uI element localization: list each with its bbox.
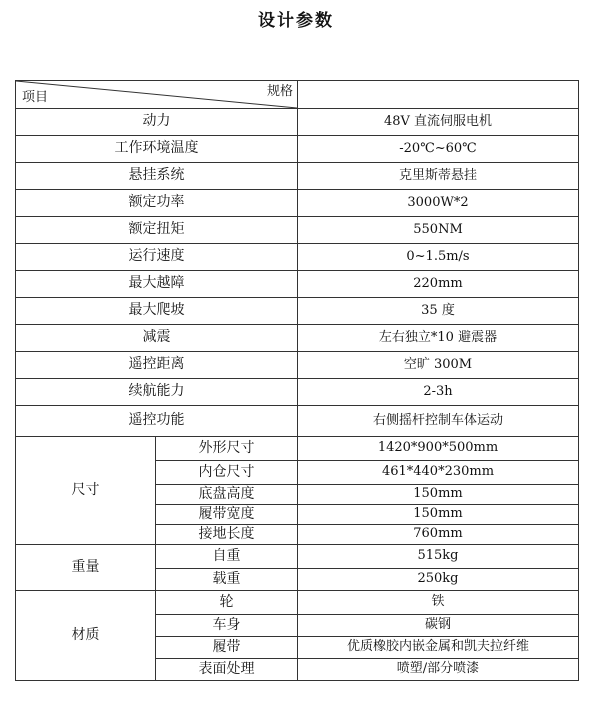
table-row [16,244,579,271]
row-value: 760mm [298,525,579,545]
table-row [16,298,579,325]
table-row [16,379,579,406]
header-spec-label: 规格 [266,84,293,99]
row-value: 1420*900*500mm [298,437,579,461]
row-value: 空旷 300M [298,352,579,379]
row-value: -20℃~60℃ [298,136,579,163]
row-label: 外形尺寸 [156,437,298,461]
row-label: 履带宽度 [156,505,298,525]
row-value: 220mm [298,271,579,298]
row-label: 遥控功能 [16,406,298,437]
table-row [16,352,579,379]
row-value: 0~1.5m/s [298,244,579,271]
row-label: 额定扭矩 [16,217,298,244]
table-row [16,136,579,163]
row-label: 自重 [156,545,298,569]
row-value: 左右独立*10 避震器 [298,325,579,352]
row-label: 遥控距离 [16,352,298,379]
group-label-dimensions: 尺寸 [16,437,156,545]
diagonal-line [16,81,297,108]
row-value: 2-3h [298,379,579,406]
row-value: 48V 直流伺服电机 [298,109,579,136]
row-label: 接地长度 [156,525,298,545]
row-value: 铁 [298,591,579,615]
row-label: 底盘高度 [156,485,298,505]
row-value: 150mm [298,505,579,525]
page-title: 设计参数 [258,11,334,31]
spec-table [15,80,579,681]
group-label-material: 材质 [16,591,156,681]
row-value: 碳钢 [298,615,579,637]
header-item-label: 项目 [22,89,49,105]
table-row [16,406,579,437]
table-row [16,217,579,244]
row-label: 载重 [156,569,298,591]
row-label: 运行速度 [16,244,298,271]
table-row [16,591,579,615]
row-value: 35 度 [298,298,579,325]
row-value: 喷塑/部分喷漆 [298,659,579,681]
header-empty-cell [298,81,579,109]
header-diagonal-cell [16,81,298,109]
table-row [16,271,579,298]
table-row [16,325,579,352]
table-header-row [16,81,579,109]
row-label: 内仓尺寸 [156,461,298,485]
row-value: 461*440*230mm [298,461,579,485]
row-label: 减震 [16,325,298,352]
row-value: 150mm [298,485,579,505]
row-value: 550NM [298,217,579,244]
row-label: 续航能力 [16,379,298,406]
row-value: 3000W*2 [298,190,579,217]
row-label: 额定功率 [16,190,298,217]
row-value: 515kg [298,545,579,569]
row-label: 工作环境温度 [16,136,298,163]
table-row [16,190,579,217]
group-label-weight: 重量 [16,545,156,591]
row-value: 右侧摇杆控制车体运动 [298,406,579,437]
table-row [16,109,579,136]
row-label: 动力 [16,109,298,136]
table-row [16,545,579,569]
row-label: 最大越障 [16,271,298,298]
row-value: 250kg [298,569,579,591]
row-value: 克里斯蒂悬挂 [298,163,579,190]
row-label: 表面处理 [156,659,298,681]
row-label: 车身 [156,615,298,637]
row-label: 最大爬坡 [16,298,298,325]
row-label: 轮 [156,591,298,615]
row-value: 优质橡胶内嵌金属和凯夫拉纤维 [298,637,579,659]
table-row [16,437,579,461]
table-row [16,163,579,190]
row-label: 悬挂系统 [16,163,298,190]
row-label: 履带 [156,637,298,659]
